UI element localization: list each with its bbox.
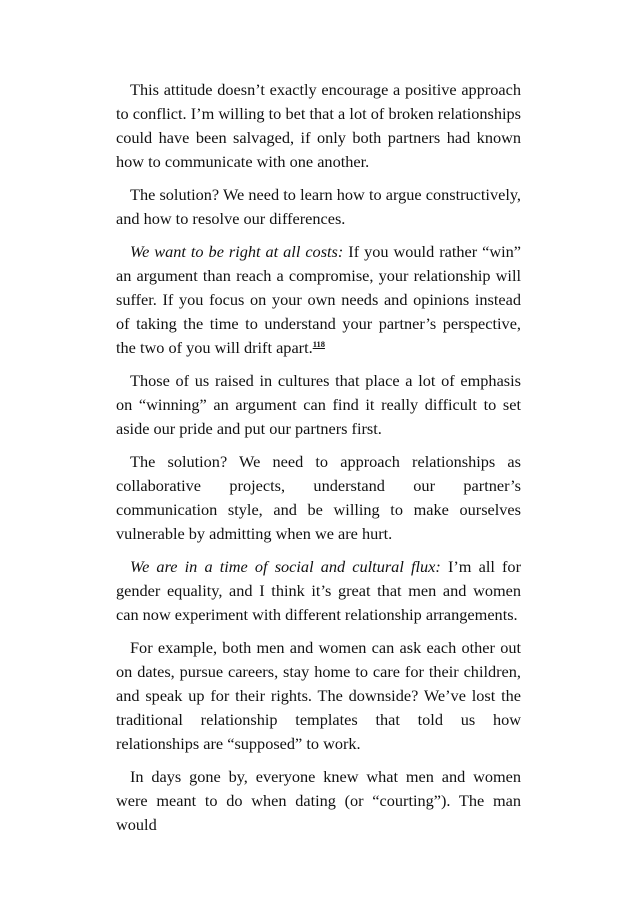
paragraph-text: For example, both men and women can ask each other out on dates, pursue careers, stay home to care for their children, and speak up for their rights. The downside? We’ve lost the traditional relationship templates that told us how relationships are “supposed” to work. bbox=[116, 638, 521, 753]
paragraph-text: I’m all for gender equality, and I think it’s great that men and women can now experiment with different relationship arrangements. bbox=[116, 557, 521, 624]
italic-lead: We want to be right at all costs: bbox=[130, 242, 344, 261]
body-text bbox=[116, 78, 521, 846]
paragraph-text: If you would rather “win” an argument than reach a compromise, your relationship will suffer. If you focus on your own needs and opinions instead of taking the time to understand your partner’s perspective, the two of you will drift apart. bbox=[116, 242, 522, 357]
paragraph-8 bbox=[116, 765, 521, 837]
italic-lead: We are in a time of social and cultural flux: bbox=[130, 557, 441, 576]
paragraph-text: Those of us raised in cultures that place a lot of emphasis on “winning” an argument can find it really difficult to set aside our pride and put our partners first. bbox=[116, 371, 521, 438]
paragraph-1 bbox=[116, 78, 521, 174]
paragraph-text: This attitude doesn’t exactly encourage a positive approach to conflict. I’m willing to bet that a lot of broken relationships could have been salvaged, if only both partners had known how to communicate with one another. bbox=[116, 80, 521, 171]
paragraph-4 bbox=[116, 369, 521, 441]
footnote-marker[interactable]: 118 bbox=[312, 339, 325, 349]
paragraph-2 bbox=[116, 183, 521, 231]
paragraph-6 bbox=[116, 555, 521, 627]
paragraph-3 bbox=[116, 240, 521, 360]
paragraph-5 bbox=[116, 450, 521, 546]
paragraph-text: In days gone by, everyone knew what men and women were meant to do when dating (or “courting”). The man would bbox=[116, 767, 521, 834]
paragraph-text: The solution? We need to learn how to argue constructively, and how to resolve our differences. bbox=[116, 185, 521, 228]
paragraph-text: The solution? We need to approach relationships as collaborative projects, understand our partner’s communication style, and be willing to make ourselves vulnerable by admitting when we are hurt. bbox=[116, 452, 521, 543]
paragraph-7 bbox=[116, 636, 521, 756]
